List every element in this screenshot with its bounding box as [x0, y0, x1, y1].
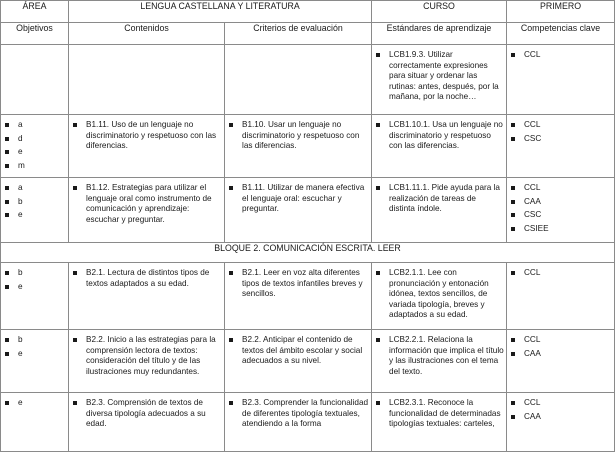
header-subject: LENGUA CASTELLANA Y LITERATURA [69, 1, 372, 23]
objetivo-item: e [5, 398, 66, 409]
contenido-text: B2.2. Inicio a las estrategias para la comprensión lectora de textos: consideración del título y de las ilustraciones muy redundantes. [73, 335, 222, 377]
criterio-cell [225, 330, 372, 393]
estandar-text: LCB2.1.1. Lee con pronunciación y entonación idónea, textos sencillos, de variada tipología, breves y adaptados a su edad. [376, 268, 504, 321]
objetivo-item: a [5, 183, 66, 194]
criterio-cell [225, 178, 372, 243]
competencia-item: CCL [511, 120, 612, 131]
objetivo-item: e [5, 147, 66, 158]
competencia-item: CAA [511, 197, 612, 208]
criterio-text: B2.3. Comprender la funcionalidad de diferentes tipología textuales, atendiendo a la forma [229, 398, 369, 430]
criterio-text: B1.10. Usar un lenguaje no discriminatorio y respetuoso con las diferencias. [229, 120, 369, 152]
criterio-text: B2.2. Anticipar el contenido de textos del ámbito escolar y social adecuados a su nivel. [229, 335, 369, 367]
contenido-list [69, 115, 224, 152]
criterio-cell [225, 393, 372, 452]
competencias-cell [507, 115, 615, 178]
estandar-list [372, 263, 506, 321]
competencias-cell [507, 393, 615, 452]
criterio-text: B2.1. Leer en voz alta diferentes tipos de textos infantiles breves y sencillos. [229, 268, 369, 300]
competencia-list [507, 45, 614, 61]
contenido-cell [69, 115, 225, 178]
table-row [1, 330, 615, 393]
contenido-text: B1.11. Uso de un lenguaje no discriminatorio y respetuoso con las diferencias. [73, 120, 222, 152]
contenido-list [69, 178, 224, 225]
estandar-list [372, 178, 506, 215]
contenido-cell [69, 45, 225, 115]
criterio-list [225, 178, 371, 215]
objetivo-item: e [5, 210, 66, 221]
criterio-cell [225, 115, 372, 178]
criterio-list [225, 263, 371, 300]
competencia-item: CCL [511, 50, 612, 61]
table-row [1, 263, 615, 330]
competencia-item: CSC [511, 210, 612, 221]
estandar-text: LCB1.10.1. Usa un lenguaje no discriminatorio y respetuoso con las diferencias. [376, 120, 504, 152]
objetivos-cell [1, 45, 69, 115]
criterio-cell [225, 263, 372, 330]
objetivo-list [1, 115, 68, 171]
competencias-cell [507, 330, 615, 393]
competencia-list [507, 330, 614, 359]
contenido-list [69, 263, 224, 289]
competencia-list [507, 393, 614, 422]
header-row [1, 1, 615, 23]
criterio-list [225, 393, 371, 430]
estandar-list [372, 45, 506, 103]
contenido-cell [69, 178, 225, 243]
competencia-item: CSC [511, 134, 612, 145]
objetivos-cell [1, 330, 69, 393]
objetivo-list [1, 330, 68, 359]
objetivo-item: e [5, 349, 66, 360]
contenido-text: B2.3. Comprensión de textos de diversa tipología adecuados a su edad. [73, 398, 222, 430]
competencia-item: CCL [511, 183, 612, 194]
criterio-text: B1.11. Utilizar de manera efectiva el lenguaje oral: escuchar y preguntar. [229, 183, 369, 215]
competencia-item: CCL [511, 398, 612, 409]
estandar-list [372, 115, 506, 152]
col-contenidos: Contenidos [69, 23, 225, 45]
estandar-list [372, 330, 506, 377]
col-criterios: Criterios de evaluación [225, 23, 372, 45]
objetivos-cell [1, 263, 69, 330]
table-row [1, 115, 615, 178]
estandar-text: LCB2.2.1. Relaciona la información que implica el título y las ilustraciones con el tema del texto. [376, 335, 504, 377]
contenido-list [69, 393, 224, 430]
table-row [1, 178, 615, 243]
competencia-list [507, 115, 614, 144]
header-area: ÁREA [1, 1, 69, 23]
objetivo-item: b [5, 335, 66, 346]
competencia-item: CCL [511, 268, 612, 279]
bloque2-body [1, 263, 615, 452]
estandar-text: LCB1.11.1. Pide ayuda para la realización de tareas de distinta índole. [376, 183, 504, 215]
header-curso-value: PRIMERO [507, 1, 615, 23]
objetivos-cell [1, 115, 69, 178]
col-estandares: Estándares de aprendizaje [372, 23, 507, 45]
objetivo-list [1, 393, 68, 409]
estandar-cell [372, 45, 507, 115]
contenido-text: B1.12. Estrategias para utilizar el lenguaje oral como instrumento de comunicación y aprendizaje: escuchar y preguntar. [73, 183, 222, 225]
objetivo-list [1, 263, 68, 292]
objetivo-item: m [5, 161, 66, 172]
competencias-cell [507, 178, 615, 243]
estandar-cell [372, 393, 507, 452]
contenido-cell [69, 393, 225, 452]
competencia-list [507, 178, 614, 234]
contenido-cell [69, 263, 225, 330]
objetivo-item: b [5, 197, 66, 208]
estandar-text: LCB1.9.3. Utilizar correctamente expresiones para situar y ordenar las rutinas: antes, después, por la mañana, por la noche… [376, 50, 504, 103]
block-title: BLOQUE 2. COMUNICACIÓN ESCRITA. LEER [1, 243, 615, 263]
estandar-cell [372, 178, 507, 243]
competencia-list [507, 263, 614, 279]
contenido-cell [69, 330, 225, 393]
competencias-cell [507, 45, 615, 115]
objetivos-cell [1, 178, 69, 243]
objetivo-item: e [5, 282, 66, 293]
criterio-list [225, 115, 371, 152]
column-header-row [1, 23, 615, 45]
criterio-list [225, 330, 371, 367]
competencia-item: CCL [511, 335, 612, 346]
estandar-cell [372, 330, 507, 393]
objetivo-item: d [5, 134, 66, 145]
table-row [1, 45, 615, 115]
header-curso-label: CURSO [372, 1, 507, 23]
estandar-cell [372, 115, 507, 178]
criterio-cell [225, 45, 372, 115]
competencia-item: CAA [511, 349, 612, 360]
contenido-list [69, 330, 224, 377]
estandar-text: LCB2.3.1. Reconoce la funcionalidad de determinadas tipologías textuales: carteles, [376, 398, 504, 430]
table-row [1, 393, 615, 452]
objetivo-item: a [5, 120, 66, 131]
competencia-item: CAA [511, 412, 612, 423]
col-competencias: Competencias clave [507, 23, 615, 45]
block-title-row [1, 243, 615, 263]
objetivo-list [1, 178, 68, 221]
competencia-item: CSIEE [511, 224, 612, 235]
col-objetivos: Objetivos [1, 23, 69, 45]
competencias-cell [507, 263, 615, 330]
estandar-list [372, 393, 506, 430]
objetivo-item: b [5, 268, 66, 279]
bloque1-body [1, 45, 615, 243]
objetivos-cell [1, 393, 69, 452]
contenido-text: B2.1. Lectura de distintos tipos de textos adaptados a su edad. [73, 268, 222, 289]
estandar-cell [372, 263, 507, 330]
